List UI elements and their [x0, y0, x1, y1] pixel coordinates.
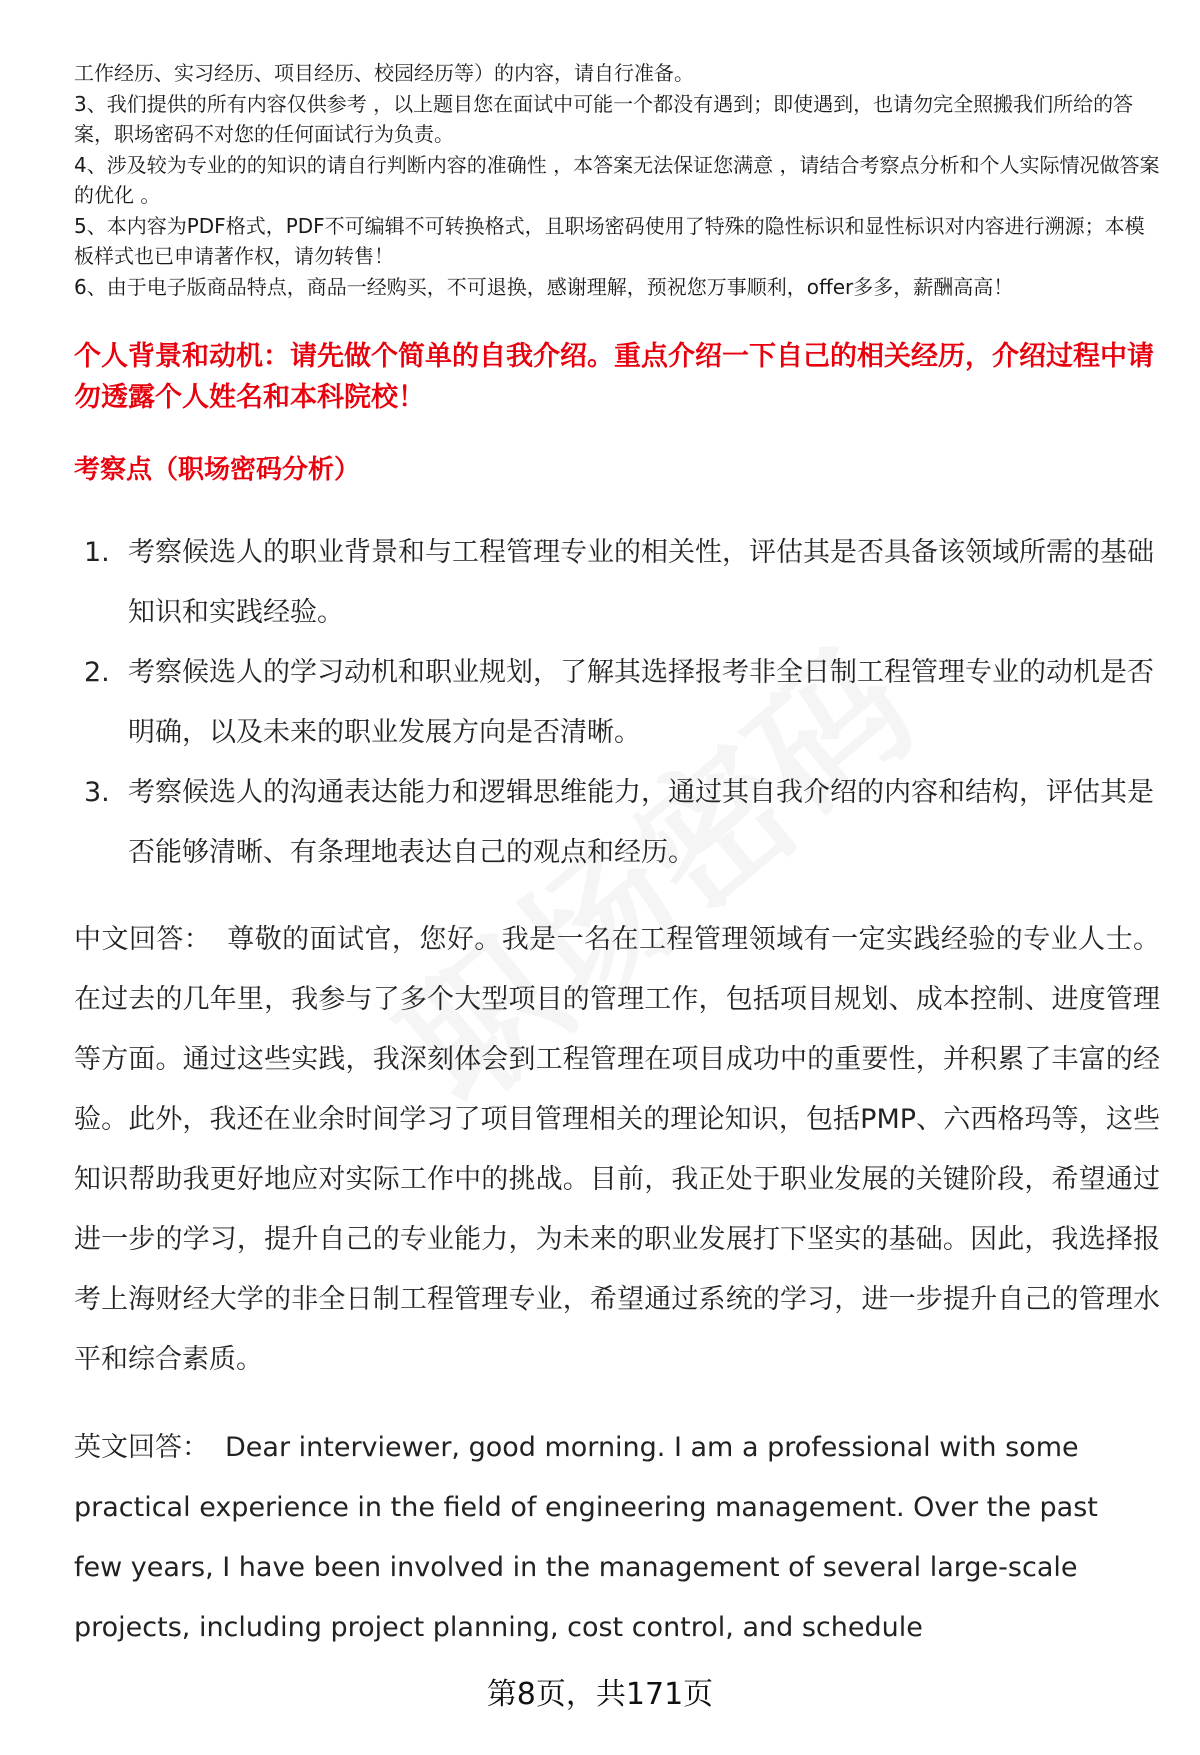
chinese-answer-text: 尊敬的面试官，您好。我是一名在工程管理领域有一定实践经验的专业人士。在过去的几年里，我参与了多个大型项目的管理工作，包括项目规划、成本控制、进度管理等方面。通过这些实践，我深刻体会到工程管理在项目成功中的重要性，并积累了丰富的经验。此外，我还在业余时间学习了项目管理相关的理论知识，包括PMP、六西格玛等，这些知识帮助我更好地应对实际工作中的挑战。目前，我正处于职业发展的关键阶段，希望通过进一步的学习，提升自己的专业能力，为未来的职业发展打下坚实的基础。因此，我选择报考上海财经大学的非全日制工程管理专业，希望通过系统的学习，进一步提升自己的管理水平和综合素质。 — [74, 924, 1161, 1375]
note-line: 6、由于电子版商品特点，商品一经购买，不可退换，感谢理解，预祝您万事顺利，offer多多，薪酬高高！ — [74, 274, 1014, 299]
list-number: 2. — [84, 657, 110, 688]
list-item — [84, 763, 1164, 883]
english-answer-label: 英文回答： — [74, 1432, 209, 1463]
note-line: 4、涉及较为专业的的知识的请自行判断内容的准确性 ，本答案无法保证您满意 ，请结合考察点分析和个人实际情况做答案的优化 。 — [74, 152, 1160, 207]
note-line: 工作经历、实习经历、项目经历、校园经历等）的内容，请自行准备。 — [74, 61, 694, 85]
list-text: 考察候选人的沟通表达能力和逻辑思维能力，通过其自我介绍的内容和结构，评估其是否能够清晰、有条理地表达自己的观点和经历。 — [128, 777, 1154, 868]
english-answer-text: Dear interviewer, good morning. I am a professional with some practical experience in the field of engineering management. Over the past few years, I have been involved in the management of several large-scale projects, including project planning, cost control, and schedule — [74, 1432, 1098, 1643]
page-number: 第8页，共171页 — [486, 1677, 714, 1712]
section-title: 考察点（职场密码分析） — [74, 455, 361, 485]
note-line: 3、我们提供的所有内容仅供参考 ，以上题目您在面试中可能一个都没有遇到；即使遇到，也请勿完全照搬我们所给的答案，职场密码不对您的任何面试行为负责。 — [74, 91, 1134, 146]
chinese-answer-label: 中文回答： — [74, 924, 212, 955]
list-text: 考察候选人的学习动机和职业规划，了解其选择报考非全日制工程管理专业的动机是否明确，以及未来的职业发展方向是否清晰。 — [128, 657, 1154, 748]
list-number: 3. — [84, 777, 110, 808]
list-number: 1. — [84, 537, 110, 568]
question-heading: 个人背景和动机：请先做个简单的自我介绍。重点介绍一下自己的相关经历，介绍过程中请勿透露个人姓名和本科院校！ — [74, 341, 1154, 413]
assessment-points — [84, 523, 1164, 883]
chinese-answer — [74, 910, 1160, 1390]
note-line: 5、本内容为PDF格式，PDF不可编辑不可转换格式，且职场密码使用了特殊的隐性标识和显性标识对内容进行溯源；本模板样式也已申请著作权，请勿转售！ — [74, 213, 1145, 268]
list-text: 考察候选人的职业背景和与工程管理专业的相关性，评估其是否具备该领域所需的基础知识和实践经验。 — [128, 537, 1154, 628]
english-answer — [74, 1418, 1134, 1658]
list-item — [84, 643, 1164, 763]
list-item — [84, 523, 1164, 643]
notes-block — [74, 58, 1164, 302]
